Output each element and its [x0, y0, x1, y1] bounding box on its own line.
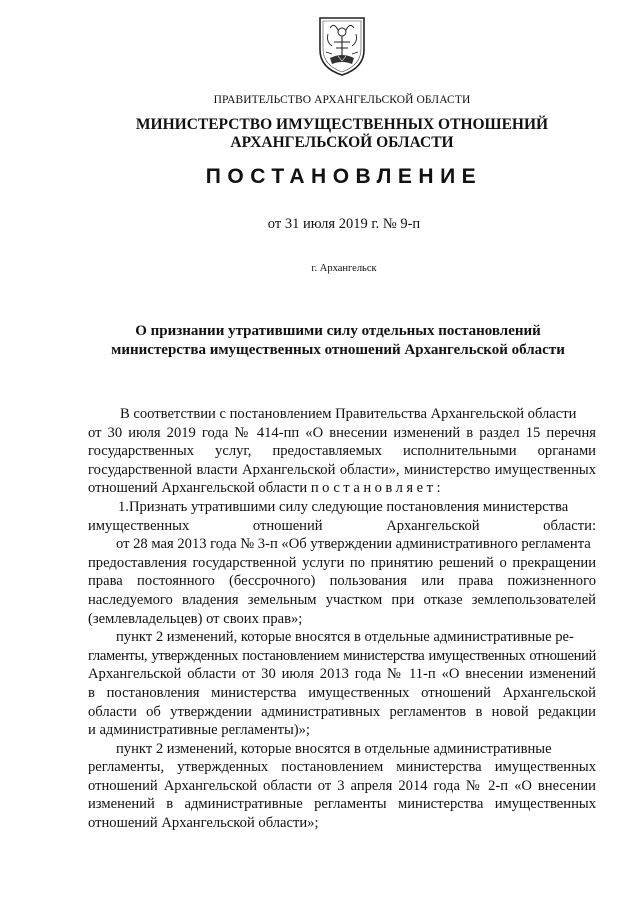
text-line: и административные регламенты)»;: [88, 722, 310, 739]
document-title-line2: министерства имущественных отношений Архангельской области: [111, 342, 565, 358]
document-type: ПОСТАНОВЛЕНИЕ: [205, 165, 483, 188]
decree-keyword: постановляет:: [310, 480, 445, 497]
paragraph-decree-2p: [88, 740, 596, 833]
text-line: имущественных отношений Архангельской области:: [88, 517, 596, 534]
coat-of-arms-icon: [316, 12, 368, 78]
text-line: регламенты, утвержденных постановлением министерства имущественных: [88, 759, 596, 776]
text-line: предоставления государственной услуги по принятию решений о прекращении: [88, 554, 596, 571]
paragraph-preamble: [88, 405, 596, 498]
text-line: наследуемого владения земельным участком при отказе землепользователей: [88, 591, 596, 608]
text-line: права постоянного (бессрочного) пользования или права пожизненного: [88, 573, 596, 590]
text-line: отношений Архангельской области от 3 апреля 2014 года № 2-п «О внесении: [88, 777, 596, 794]
text-line: отношений Архангельской области»;: [88, 815, 319, 832]
text-line: гламенты, утвержденных постановлением министерства имущественных отношений: [88, 647, 596, 664]
paragraph-item-1: [88, 498, 596, 535]
document-title-line1: О признании утратившими силу отдельных постановлений: [135, 323, 541, 339]
document-body: [88, 405, 596, 833]
ministry-name: [22, 116, 640, 152]
text-line: от 28 мая 2013 года № 3-п «Об утверждении административного регламента: [116, 536, 591, 553]
government-name: ПРАВИТЕЛЬСТВО АРХАНГЕЛЬСКОЙ ОБЛАСТИ: [213, 94, 471, 106]
text-line: изменений в административные регламенты министерства имущественных: [88, 796, 596, 813]
ministry-name-line1: МИНИСТЕРСТВО ИМУЩЕСТВЕННЫХ ОТНОШЕНИЙ: [135, 116, 549, 133]
text-line: от 30 июля 2019 года № 414-пп «О внесении изменений в раздел 15 перечня: [88, 424, 596, 441]
paragraph-decree-3p: [88, 535, 596, 628]
text-line: 1.Признать утратившими силу следующие постановления министерства: [118, 498, 569, 515]
text-line: государственной власти Архангельской области», министерство имущественных: [88, 461, 596, 478]
text-line: государственных услуг, предоставляемых исполнительными органами: [88, 443, 596, 460]
text-line: пункт 2 изменений, которые вносятся в отдельные административные ре-: [116, 629, 574, 646]
text-line: (землевладельцев) от своих прав»;: [88, 610, 303, 627]
document-city: г. Архангельск: [311, 263, 377, 274]
text-line: в постановления министерства имущественных отношений Архангельской: [88, 684, 596, 701]
document-title: [18, 322, 640, 360]
ministry-name-line2: АРХАНГЕЛЬСКОЙ ОБЛАСТИ: [230, 134, 454, 151]
text-line: области об утверждении административных регламентов в новой редакции: [88, 703, 596, 720]
text-line: Архангельской области от 30 июля 2013 года № 11-п «О внесении изменений: [88, 666, 596, 683]
paragraph-decree-11p: [88, 628, 596, 740]
text-line: В соответствии с постановлением Правительства Архангельской области: [120, 406, 577, 422]
text-line: пункт 2 изменений, которые вносятся в отдельные административные: [116, 740, 552, 757]
document-date-number: от 31 июля 2019 г. № 9-п: [267, 216, 421, 232]
text-line: [88, 479, 596, 498]
text-fragment: отношений Архангельской области: [88, 480, 311, 497]
